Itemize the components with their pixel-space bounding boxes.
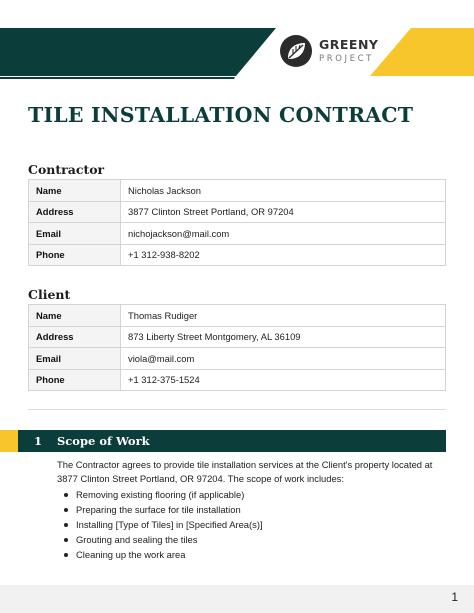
contractor-email-label: Email: [29, 223, 121, 245]
list-item-text: Installing [Type of Tiles] in [Specified Area(s)]: [76, 519, 263, 530]
section-divider: [28, 409, 446, 410]
client-heading: Client: [28, 287, 71, 302]
list-item: [62, 517, 263, 532]
brand-name: GREENY: [319, 37, 379, 52]
scope-item-list: [62, 487, 263, 562]
contractor-heading: Contractor: [28, 162, 105, 177]
client-name-label: Name: [29, 305, 121, 327]
list-item-text: Grouting and sealing the tiles: [76, 534, 198, 545]
list-item-text: Removing existing flooring (if applicable): [76, 489, 245, 500]
bullet-icon: [64, 493, 68, 497]
contractor-name-label: Name: [29, 180, 121, 202]
contractor-name-value: Nicholas Jackson: [121, 180, 446, 202]
brand-logo: [279, 34, 378, 68]
leaf-icon: [279, 34, 313, 68]
header-green-band: [0, 28, 276, 76]
client-email-label: Email: [29, 348, 121, 370]
client-table: [28, 304, 446, 391]
list-item-text: Preparing the surface for tile installation: [76, 504, 241, 515]
table-row: [29, 305, 446, 327]
table-row: [29, 244, 446, 266]
contractor-email-value: nichojackson@mail.com: [121, 223, 446, 245]
list-item: [62, 502, 263, 517]
header-banner: [0, 0, 474, 84]
table-row: [29, 369, 446, 391]
scope-section-header: [0, 430, 446, 452]
header-yellow-accent: [370, 28, 474, 76]
list-item-text: Cleaning up the work area: [76, 549, 186, 560]
contractor-phone-label: Phone: [29, 244, 121, 266]
document-title: TILE INSTALLATION CONTRACT: [28, 103, 414, 127]
list-item: [62, 487, 263, 502]
page-footer: [0, 585, 474, 613]
table-row: [29, 326, 446, 348]
page-number: 1: [451, 590, 458, 604]
bullet-icon: [64, 553, 68, 557]
contractor-address-label: Address: [29, 201, 121, 223]
scope-accent-block: [0, 430, 18, 452]
contractor-address-value: 3877 Clinton Street Portland, OR 97204: [121, 201, 446, 223]
table-row: [29, 180, 446, 202]
contractor-table: [28, 179, 446, 266]
client-address-label: Address: [29, 326, 121, 348]
brand-subtitle: PROJECT: [319, 53, 374, 64]
client-email-value: viola@mail.com: [121, 348, 446, 370]
bullet-icon: [64, 523, 68, 527]
header-green-underline: [0, 77, 235, 79]
table-row: [29, 201, 446, 223]
list-item: [62, 547, 263, 562]
bullet-icon: [64, 508, 68, 512]
scope-intro-text: The Contractor agrees to provide tile installation services at the Client's property located at 3877 Clinton Street Portland, OR 97204. The scope of work includes:: [57, 459, 433, 484]
list-item: [62, 532, 263, 547]
scope-section-title: Scope of Work: [57, 434, 150, 448]
scope-section-number: 1: [34, 434, 43, 448]
bullet-icon: [64, 538, 68, 542]
contractor-phone-value: +1 312-938-8202: [121, 244, 446, 266]
client-name-value: Thomas Rudiger: [121, 305, 446, 327]
client-phone-value: +1 312-375-1524: [121, 369, 446, 391]
table-row: [29, 223, 446, 245]
client-address-value: 873 Liberty Street Montgomery, AL 36109: [121, 326, 446, 348]
table-row: [29, 348, 446, 370]
client-phone-label: Phone: [29, 369, 121, 391]
